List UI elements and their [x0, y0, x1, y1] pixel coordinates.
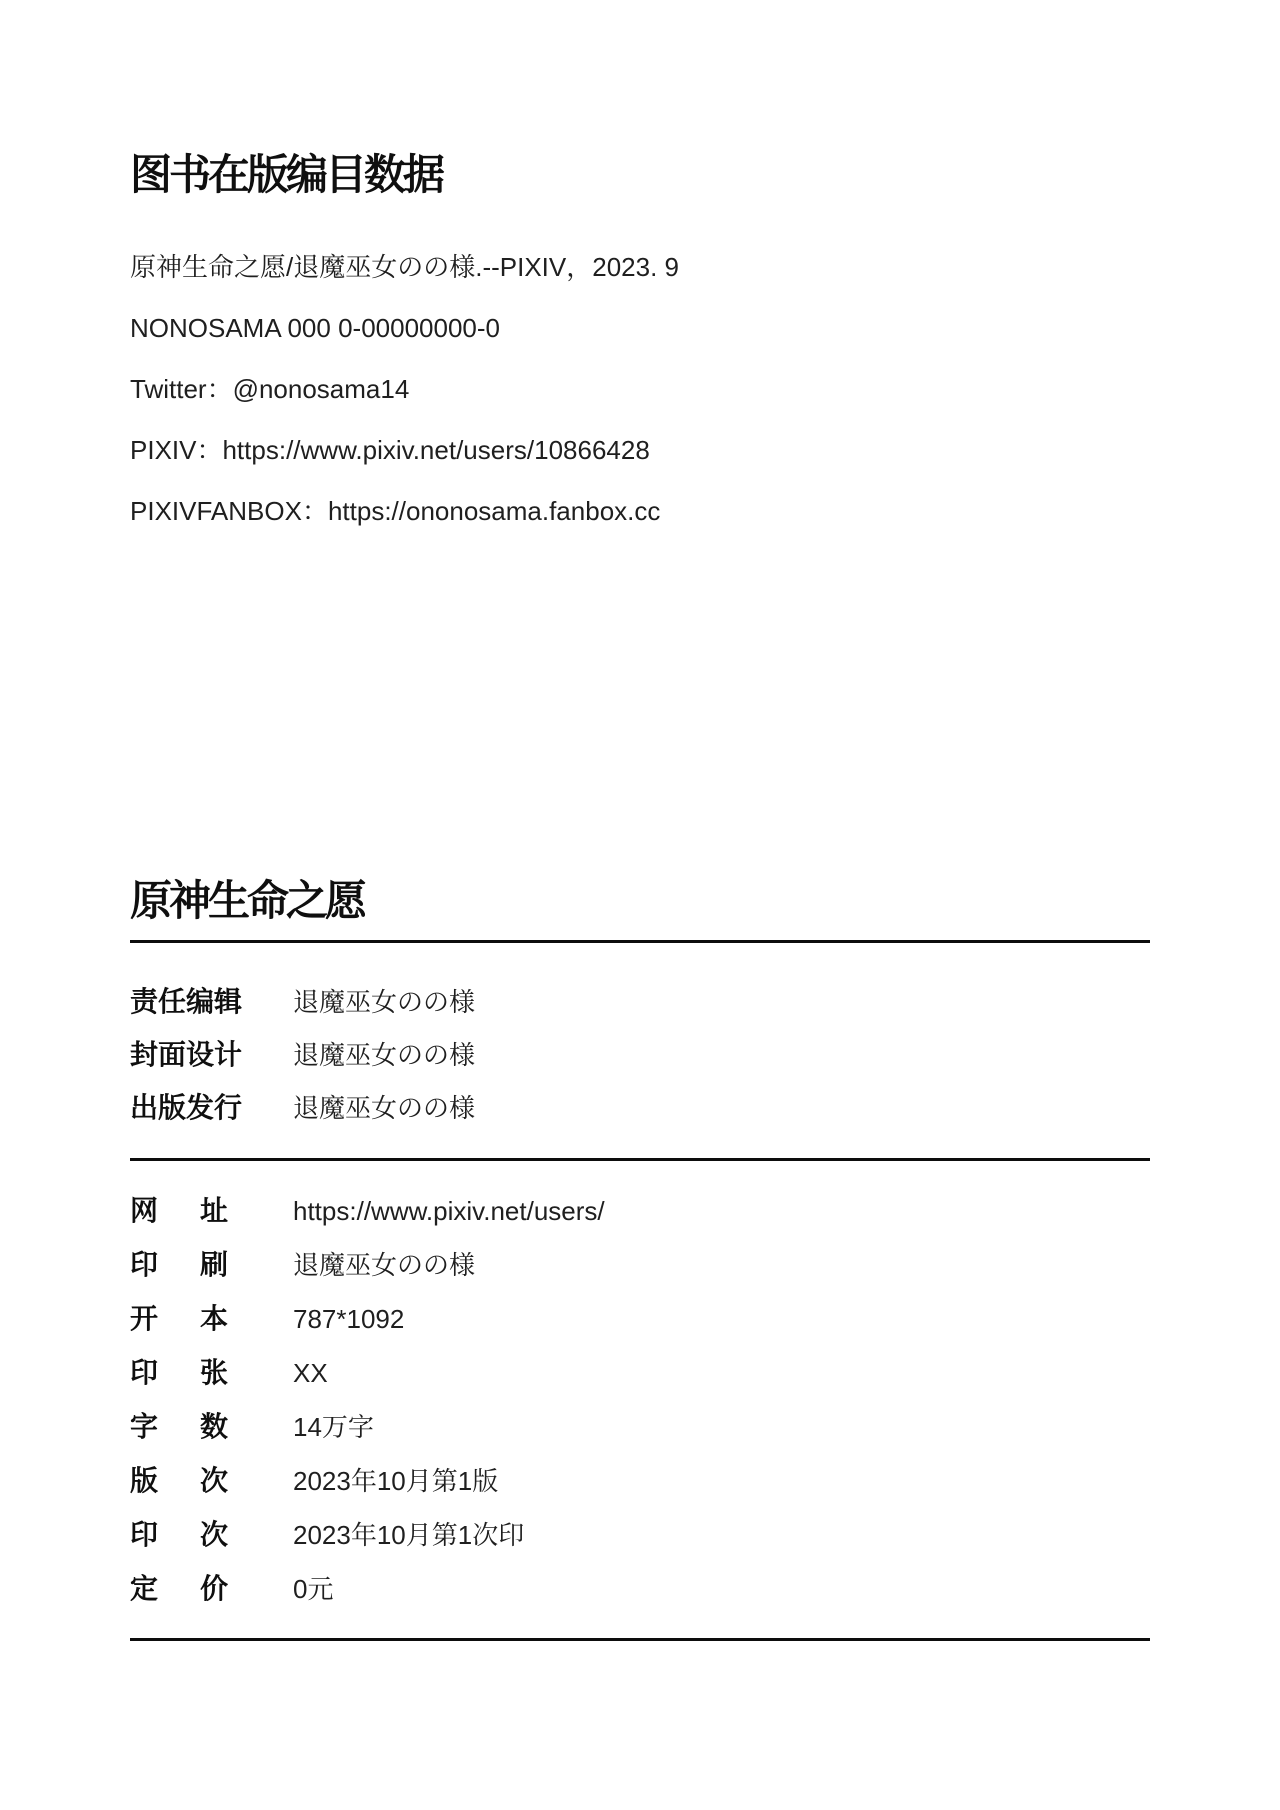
- cip-line-fanbox-url: PIXIVFANBOX：https://ononosama.fanbox.cc: [130, 496, 661, 526]
- cip-title: 图书在版编目数据: [130, 151, 443, 198]
- detail-label: 印次: [130, 1519, 228, 1550]
- detail-row-format: [130, 1302, 1150, 1336]
- divider-middle: [130, 1158, 1150, 1161]
- credits-list: [130, 985, 1150, 1125]
- credit-row-editor: [130, 985, 1150, 1019]
- detail-row-word-count: [130, 1410, 1150, 1444]
- detail-value: XX: [293, 1358, 328, 1388]
- cip-line-pixiv-url: PIXIV：https://www.pixiv.net/users/10866428: [130, 435, 650, 465]
- cip-line-isbn: NONOSAMA 000 0-00000000-0: [130, 313, 500, 343]
- details-list: [130, 1194, 1150, 1606]
- credit-label: 出版发行: [130, 1092, 243, 1123]
- detail-value: 退魔巫女のの様: [293, 1250, 476, 1280]
- detail-label: 定价: [130, 1573, 228, 1604]
- detail-value: 0元: [293, 1574, 334, 1604]
- divider-bottom: [130, 1638, 1150, 1641]
- cip-section: [130, 153, 1150, 524]
- colophon-section: [130, 879, 1150, 1641]
- cip-line-twitter: Twitter：@nonosama14: [130, 374, 410, 404]
- detail-label: 网址: [130, 1195, 228, 1226]
- detail-label: 开本: [130, 1303, 228, 1334]
- detail-label: 版次: [130, 1465, 228, 1496]
- book-title: 原神生命之愿: [130, 877, 365, 924]
- credit-label: 责任编辑: [130, 986, 243, 1017]
- detail-value: 787*1092: [293, 1304, 405, 1334]
- credit-label: 封面设计: [130, 1039, 243, 1070]
- detail-value: 14万字: [293, 1412, 374, 1442]
- detail-row-sheets: [130, 1356, 1150, 1390]
- detail-row-printing: [130, 1248, 1150, 1282]
- credit-value: 退魔巫女のの様: [293, 1093, 476, 1123]
- detail-label: 印刷: [130, 1249, 228, 1280]
- credit-row-cover-design: [130, 1038, 1150, 1072]
- detail-value: 2023年10月第1次印: [293, 1520, 525, 1550]
- detail-label: 字数: [130, 1411, 228, 1442]
- detail-value: 2023年10月第1版: [293, 1466, 499, 1496]
- credit-value: 退魔巫女のの様: [293, 1040, 476, 1070]
- cip-line-book-info: 原神生命之愿/退魔巫女のの様.--PIXIV，2023. 9: [130, 252, 679, 282]
- detail-row-website: [130, 1194, 1150, 1228]
- detail-row-price: [130, 1572, 1150, 1606]
- credit-row-publisher: [130, 1091, 1150, 1125]
- detail-label: 印张: [130, 1357, 228, 1388]
- detail-row-edition: [130, 1464, 1150, 1498]
- detail-value: https://www.pixiv.net/users/: [293, 1196, 605, 1226]
- credit-value: 退魔巫女のの様: [293, 987, 476, 1017]
- detail-row-impression: [130, 1518, 1150, 1552]
- divider-top: [130, 940, 1150, 943]
